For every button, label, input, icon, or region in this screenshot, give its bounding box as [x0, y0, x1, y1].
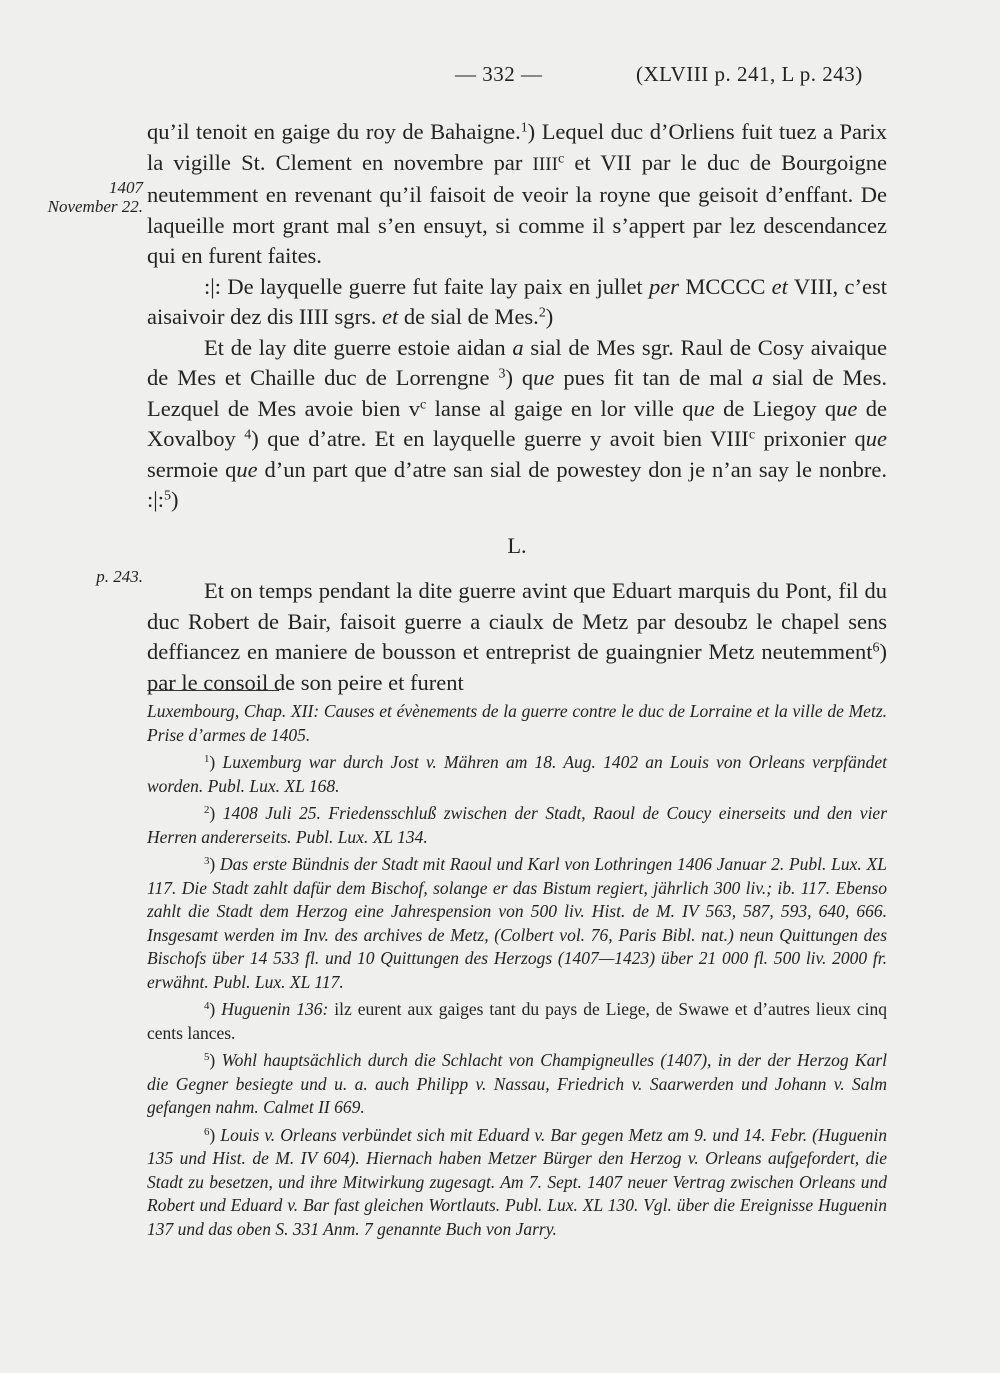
footnote-intro: Luxembourg, Chap. XII: Causes et évènements de la guerre contre le duc de Lorraine et la ville de Metz. Prise d’armes de 1405. — [147, 701, 887, 745]
page-number: — 332 — — [455, 62, 543, 86]
margin-date-note — [28, 178, 143, 216]
footnote-2: $^2$) 1408 Juli 25. Friedensschluß zwischen der Stadt, Raoul de Coucy einerseits und den vier Herren andererseits. Publ. Lux. XL 134. — [147, 803, 888, 847]
margin-date-year: 1407 — [109, 178, 143, 197]
footnote-4: $^4$) Huguenin 136: ilz eurent aux gaiges tant du pays de Liege, de Swawe et d’autres lieux cinq cents lances. — [147, 999, 887, 1043]
margin-date-day: November 22. — [47, 197, 143, 216]
paragraph-4: Et on temps pendant la dite guerre avint que Eduart marquis du Pont, fil du duc Robert de Bair, faisoit guerre a ciaulx de Metz par desoubz le chapel sens deffiancez en maniere de bousson et entreprist de guaingnier Metz neutemment$^6$) par le consoil de son peire et furent — [147, 578, 887, 695]
footnotes — [147, 700, 887, 1245]
margin-page-ref: p. 243. — [96, 567, 143, 586]
main-text — [147, 117, 887, 698]
running-head — [0, 56, 1000, 90]
volume-reference: (XLVIII p. 241, L p. 243) — [636, 62, 863, 86]
footnote-divider — [147, 690, 279, 691]
paragraph-3: Et de lay dite guerre estoie aidan a sial de Mes sgr. Raul de Cosy aivaique de Mes et Chaille duc de Lorrengne $^3$) que pues fit tan de mal a sial de Mes. Lezquel de Mes avoie bien $v^c$ lanse al gaige en lor ville que de Liegoy que de Xovalboy $^4$) que d’atre. Et en layquelle guerre y avoit bien VIII$^c$ prixonier que sermoie que d’un part que d’atre san sial de powestey don je n’an say le nonbre. :|:$^5$) — [147, 334, 888, 512]
paragraph-1: qu’il tenoit en gaige du roy de Bahaigne.$^1$) Lequel duc d’Orliens fuit tuez a Parix la vigille St. Clement en novembre par IIII$^c$ et VII par le duc de Bourgoigne neutemment en revenant qu’il faisoit de veoir la royne que geisoit d’enffant. De laqueille mort grant mal s’en ensuyt, si comme il s’appert par lez descendancez qui en furent faites. — [147, 119, 887, 268]
footnote-1: $^1$) Luxemburg war durch Jost v. Mähren am 18. Aug. 1402 an Louis von Orleans verpfändet worden. Publ. Lux. XL 168. — [147, 752, 888, 796]
footnote-3: $^3$) Das erste Bündnis der Stadt mit Raoul und Karl von Lothringen 1406 Januar 2. Publ. Lux. XL 117. Die Stadt zahlt dafür dem Bischof, solange er das Bistum regiert, jährlich 300 liv.; ib. 117. Ebenso zahlt die Stadt dem Herzog eine Jahrespension von 500 liv. Hist. de M. IV 563, 587, 593, 640, 666. Insgesamt werden im Inv. des archives de Metz, (Colbert vol. 76, Paris Bibl. nat.) neun Quittungen des Bischofs über 14 533 fl. und 10 Quittungen des Herzogs (1407—1423) über 21 000 fl. 500 liv. 2000 fr. erwähnt. Publ. Lux. XL 117. — [147, 854, 888, 992]
paragraph-2: :|: De layquelle guerre fut faite lay paix en jullet per MCCCC et VIII, c’est aisaivoir dez dis IIII sgrs. et de sial de Mes.$^2$) — [147, 273, 887, 329]
section-heading: L. — [507, 532, 527, 558]
footnote-5: $^5$) Wohl hauptsächlich durch die Schlacht von Champigneulles (1407), in der der Herzog Karl die Gegner besiegte und u. a. auch Philipp v. Nassau, Friedrich v. Saarwerden und Johann v. Salm gefangen nahm. Calmet II 669. — [147, 1050, 888, 1117]
footnote-6: $^6$) Louis v. Orleans verbündet sich mit Eduard v. Bar gegen Metz am 9. und 14. Febr. (Huguenin 135 und Hist. de M. IV 604). Hiernach haben Metzer Bürger den Herzog v. Orleans aufgefordert, die Stadt zu besetzen, und ihre Mitwirkung zugesagt. Am 7. Sept. 1407 neuer Vertrag zwischen Orleans und Robert und Eduard v. Bar fast gleichen Wortlauts. Publ. Lux. XL 130. Vgl. über die Ereignisse Huguenin 137 und das oben S. 331 Anm. 7 genannte Buch von Jarry. — [147, 1124, 887, 1239]
